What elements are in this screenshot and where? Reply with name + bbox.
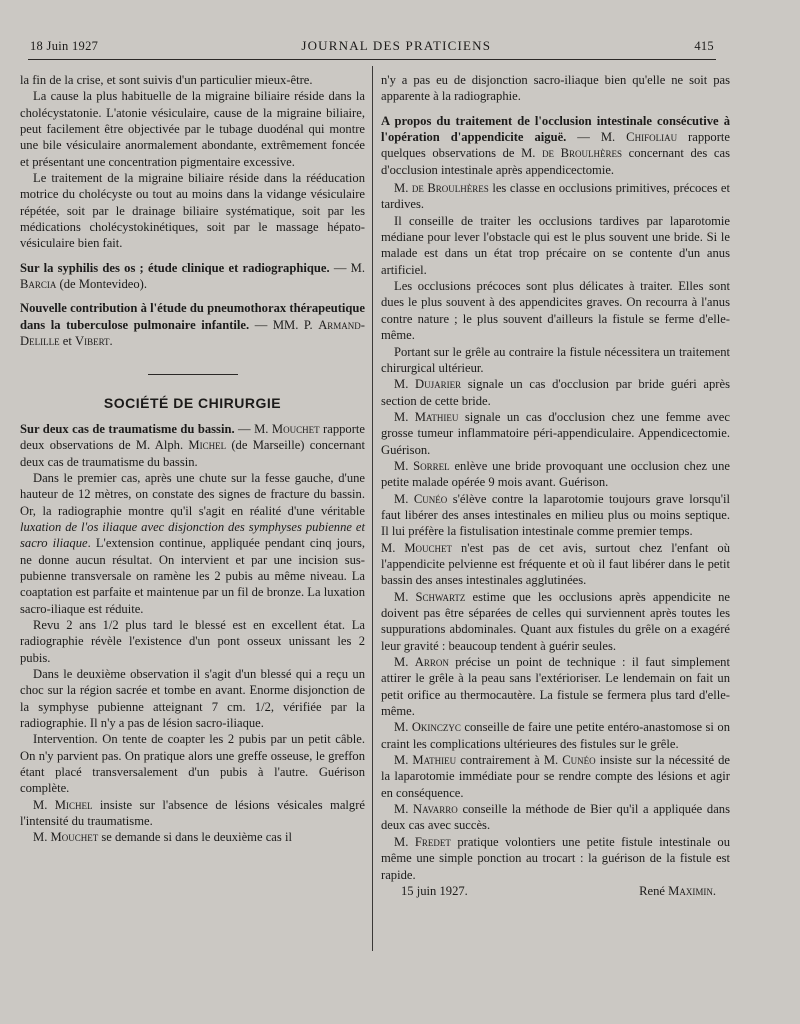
paragraph: M. de Broulhères les classe en occlusions primitives, précoces et tardives. <box>381 181 730 212</box>
author-name: Chifoliau <box>626 130 678 145</box>
paragraph: Il conseille de traiter les occlusions tardives par laparotomie médiane pour lever l'obstacle qui est le plus souvent une bride. Si le malade est dans un état trop précaire on se contente d'un anus artificiel. <box>381 213 730 277</box>
column-divider <box>372 66 373 951</box>
paragraph: M. Dujarier signale un cas d'occlusion par bride guéri après section de cette bride. <box>381 377 730 408</box>
author-name: Arron <box>414 655 449 670</box>
signature-date: 15 juin 1927. <box>401 883 468 898</box>
paragraph: La cause la plus habituelle de la migraine biliaire réside dans la cholécystatonie. L'atonie vésiculaire, cause de la migraine biliaire, peut facilement être objectivée par le tubage duodénal qui montre une bile vésiculaire anormalement abondante, extrêmement foncée et présentant une concentration pigmentaire excessive. <box>20 89 365 169</box>
paragraph: M. Mathieu contrairement à M. Cunéo insiste sur la nécessité de la laparotomie immédiate pour se rendre compte des lésions et agir en conséquence. <box>381 753 730 800</box>
journal-title: JOURNAL DES PRATICIENS <box>301 38 492 53</box>
author-name: Barcia <box>20 277 57 292</box>
paragraph: Le traitement de la migraine biliaire réside dans la rééducation motrice du cholécyste ou tout au moins dans la vidange vésiculaire répétée, soit par le drainage biliaire systématique, soit par les médications cholécystokinétiques, soit par le massage hépato-vésiculaire bien fait. <box>20 171 365 251</box>
paragraph: Portant sur le grêle au contraire la fistule nécessitera un traitement chirurgical ultérieur. <box>381 344 730 375</box>
author-name: Okinczyc <box>411 720 461 735</box>
signature-author: René Maximin. <box>639 883 716 898</box>
author-name: Armand-Delille <box>20 317 365 349</box>
author-name: de Broulhères <box>542 146 623 161</box>
paragraph: M. Mathieu signale un cas d'occlusion chez une femme avec grosse tumeur inflammatoire péri-appendiculaire. Appendicectomie. Guérison. <box>381 409 730 457</box>
author-name: Michel <box>54 797 93 812</box>
article-heading-pneumothorax: Nouvelle contribution à l'étude du pneumothorax thérapeutique dans la tuberculose pulmonaire infantile. — MM. P. Armand-Delille et Vibert. <box>20 301 365 349</box>
paragraph: Revu 2 ans 1/2 plus tard le blessé est en excellent état. La radiographie révèle l'existence d'un pont osseux unissant les 2 pubis. <box>20 617 365 665</box>
paragraph: Dans le deuxième observation il s'agit d'un blessé qui a reçu un choc sur la région sacrée et tombe en avant. Enorme disjonction de la symphyse pubienne atteignant 7 cm. 1/2, vérifiée par la radiographie. Il n'y a pas de lésion sacro-iliaque. <box>20 667 365 731</box>
header-rule <box>28 59 716 60</box>
article-heading-occlusion: A propos du traitement de l'occlusion intestinale consécutive à l'opération d'appendicite aiguë. — M. Chifoliau rapporte quelques observations de M. de Broulhères concernant des cas d'occlusion intestinale après appendicectomie. <box>381 113 731 177</box>
paragraph: Intervention. On tente de coapter les 2 pubis par un petit câble. On n'y parvient pas. On pratique alors une greffe osseuse, le greffon étant placé transversalement d'un pubis à l'autre. Guérison complète. <box>20 732 365 796</box>
paragraph: la fin de la crise, et sont suivis d'un particulier mieux-être. <box>20 73 313 87</box>
left-column <box>20 72 365 846</box>
paragraph: M. Mouchet n'est pas de cet avis, surtout chez l'enfant où l'appendicite pelvienne est fréquente et où il faut libérer dans le petit bassin des anses intestinales agglutinées. <box>381 540 730 588</box>
article-title: Sur la syphilis des os ; étude clinique et radiographique. <box>20 260 330 275</box>
paragraph: M. Schwartz estime que les occlusions après appendicite ne doivent pas être séparées de celles qui surviennent après toutes les suppurations abdominales. Quant aux fistules du grêle on a exagéré leur gravité : beaucoup tendent à guérir seules. <box>381 589 730 653</box>
author-name: Mouchet <box>404 540 453 555</box>
paragraph: M. Okinczyc conseille de faire une petite entéro-anastomose si on craint les complications ultérieures des fistules sur le grêle. <box>381 720 731 751</box>
page-header <box>30 38 714 58</box>
author-name: Michel <box>188 438 227 453</box>
paragraph: Dans le premier cas, après une chute sur la fesse gauche, d'une hauteur de 12 mètres, on constate des signes de fracture du bassin. Or, la radiographie montre qu'il s'agit en réalité d'une véritable luxation de l'os iliaque avec disjonction des symphyses pubienne et sacro iliaque. L'extension continue, appliquée pendant cinq jours, ne donne aucun résultat. On intervient et par une incision sus-pubienne transversale on ramène les 2 pubis au même niveau. La coaptation est parfaite et maintenue par un fil de bronze. La luxation sacro-iliaque est réduite. <box>20 470 365 616</box>
paragraph: M. Mouchet se demande si dans le deuxième cas il <box>33 830 292 845</box>
section-separator <box>148 374 238 375</box>
header-date: 18 Juin 1927 <box>30 39 99 53</box>
article-heading-bassin: Sur deux cas de traumatisme du bassin. — M. Mouchet rapporte deux observations de M. Alph. Michel (de Marseille) concernant deux cas de traumatisme du bassin. <box>20 421 365 469</box>
paragraph: M. Arron précise un point de technique : il faut simplement attirer le grêle à la peau sans l'extérioriser. Le lendemain on fait un petit orifice au thermocautère. La fistule se fermera plus tard d'elle-même. <box>381 655 730 719</box>
page-number: 415 <box>694 39 714 53</box>
paragraph: M. Sorrel enlève une bride provoquant une occlusion chez une petite malade opérée 9 mois avant. Guérison. <box>381 458 730 490</box>
italic-text: luxation de l'os iliaque avec disjonction des symphyses pubienne et sacro iliaque <box>20 519 365 551</box>
author-name: Schwartz <box>415 589 466 604</box>
signature-line <box>381 883 730 899</box>
section-title: SOCIÉTÉ DE CHIRURGIE <box>103 394 282 411</box>
paragraph: n'y a pas eu de disjonction sacro-iliaque bien qu'elle ne soit pas apparente à la radiographie. <box>381 73 730 104</box>
author-name: Dujarier <box>415 377 462 392</box>
paragraph: M. Michel insiste sur l'absence de lésions vésicales malgré l'intensité du traumatisme. <box>20 797 365 829</box>
paragraph: Les occlusions précoces sont plus délicates à traiter. Elles sont dues le plus souvent à des appendicites graves. On recourra à l'anus contre nature ; le plus souvent d'ailleurs la fistule se ferme d'elle-même. <box>381 279 730 343</box>
author-name: Vibert <box>74 334 110 349</box>
author-name: Mathieu <box>412 753 457 768</box>
author-name: Mathieu <box>414 409 459 424</box>
article-title: Nouvelle contribution à l'étude du pneumothorax thérapeutique dans la tuberculose pulmonaire infantile. <box>20 301 365 332</box>
author-name: Mouchet <box>50 830 99 845</box>
author-name: de Broulhères <box>411 181 489 196</box>
paragraph: M. Cunéo s'élève contre la laparotomie toujours grave lorsqu'il faut libérer des anses intestinales en milieu plus ou moins septique. Il lui préfère la fistulisation intestinale comme premier temps. <box>381 491 730 539</box>
paragraph: M. Navarro conseille la méthode de Bier qu'il a appliquée dans deux cas avec succès. <box>381 802 731 833</box>
author-name: Mouchet <box>271 421 320 436</box>
author-name: Cunéo <box>562 753 596 768</box>
author-name: Navarro <box>413 802 458 817</box>
author-name: Sorrel <box>413 458 450 473</box>
paragraph: M. Fredet pratique volontiers une petite fistule intestinale ou même une simple ponction au trocart : la guérison de la fistule est rapide. <box>381 834 730 882</box>
article-title: A propos du traitement de l'occlusion intestinale consécutive à l'opération d'appendicite aiguë. <box>381 113 730 145</box>
author-name: Fredet <box>414 834 451 849</box>
article-heading-syphilis: Sur la syphilis des os ; étude clinique et radiographique. — M. Barcia (de Montevideo). <box>20 260 365 292</box>
author-name: Cunéo <box>413 491 448 506</box>
article-title: Sur deux cas de traumatisme du bassin. <box>20 421 235 436</box>
right-column <box>381 72 730 899</box>
